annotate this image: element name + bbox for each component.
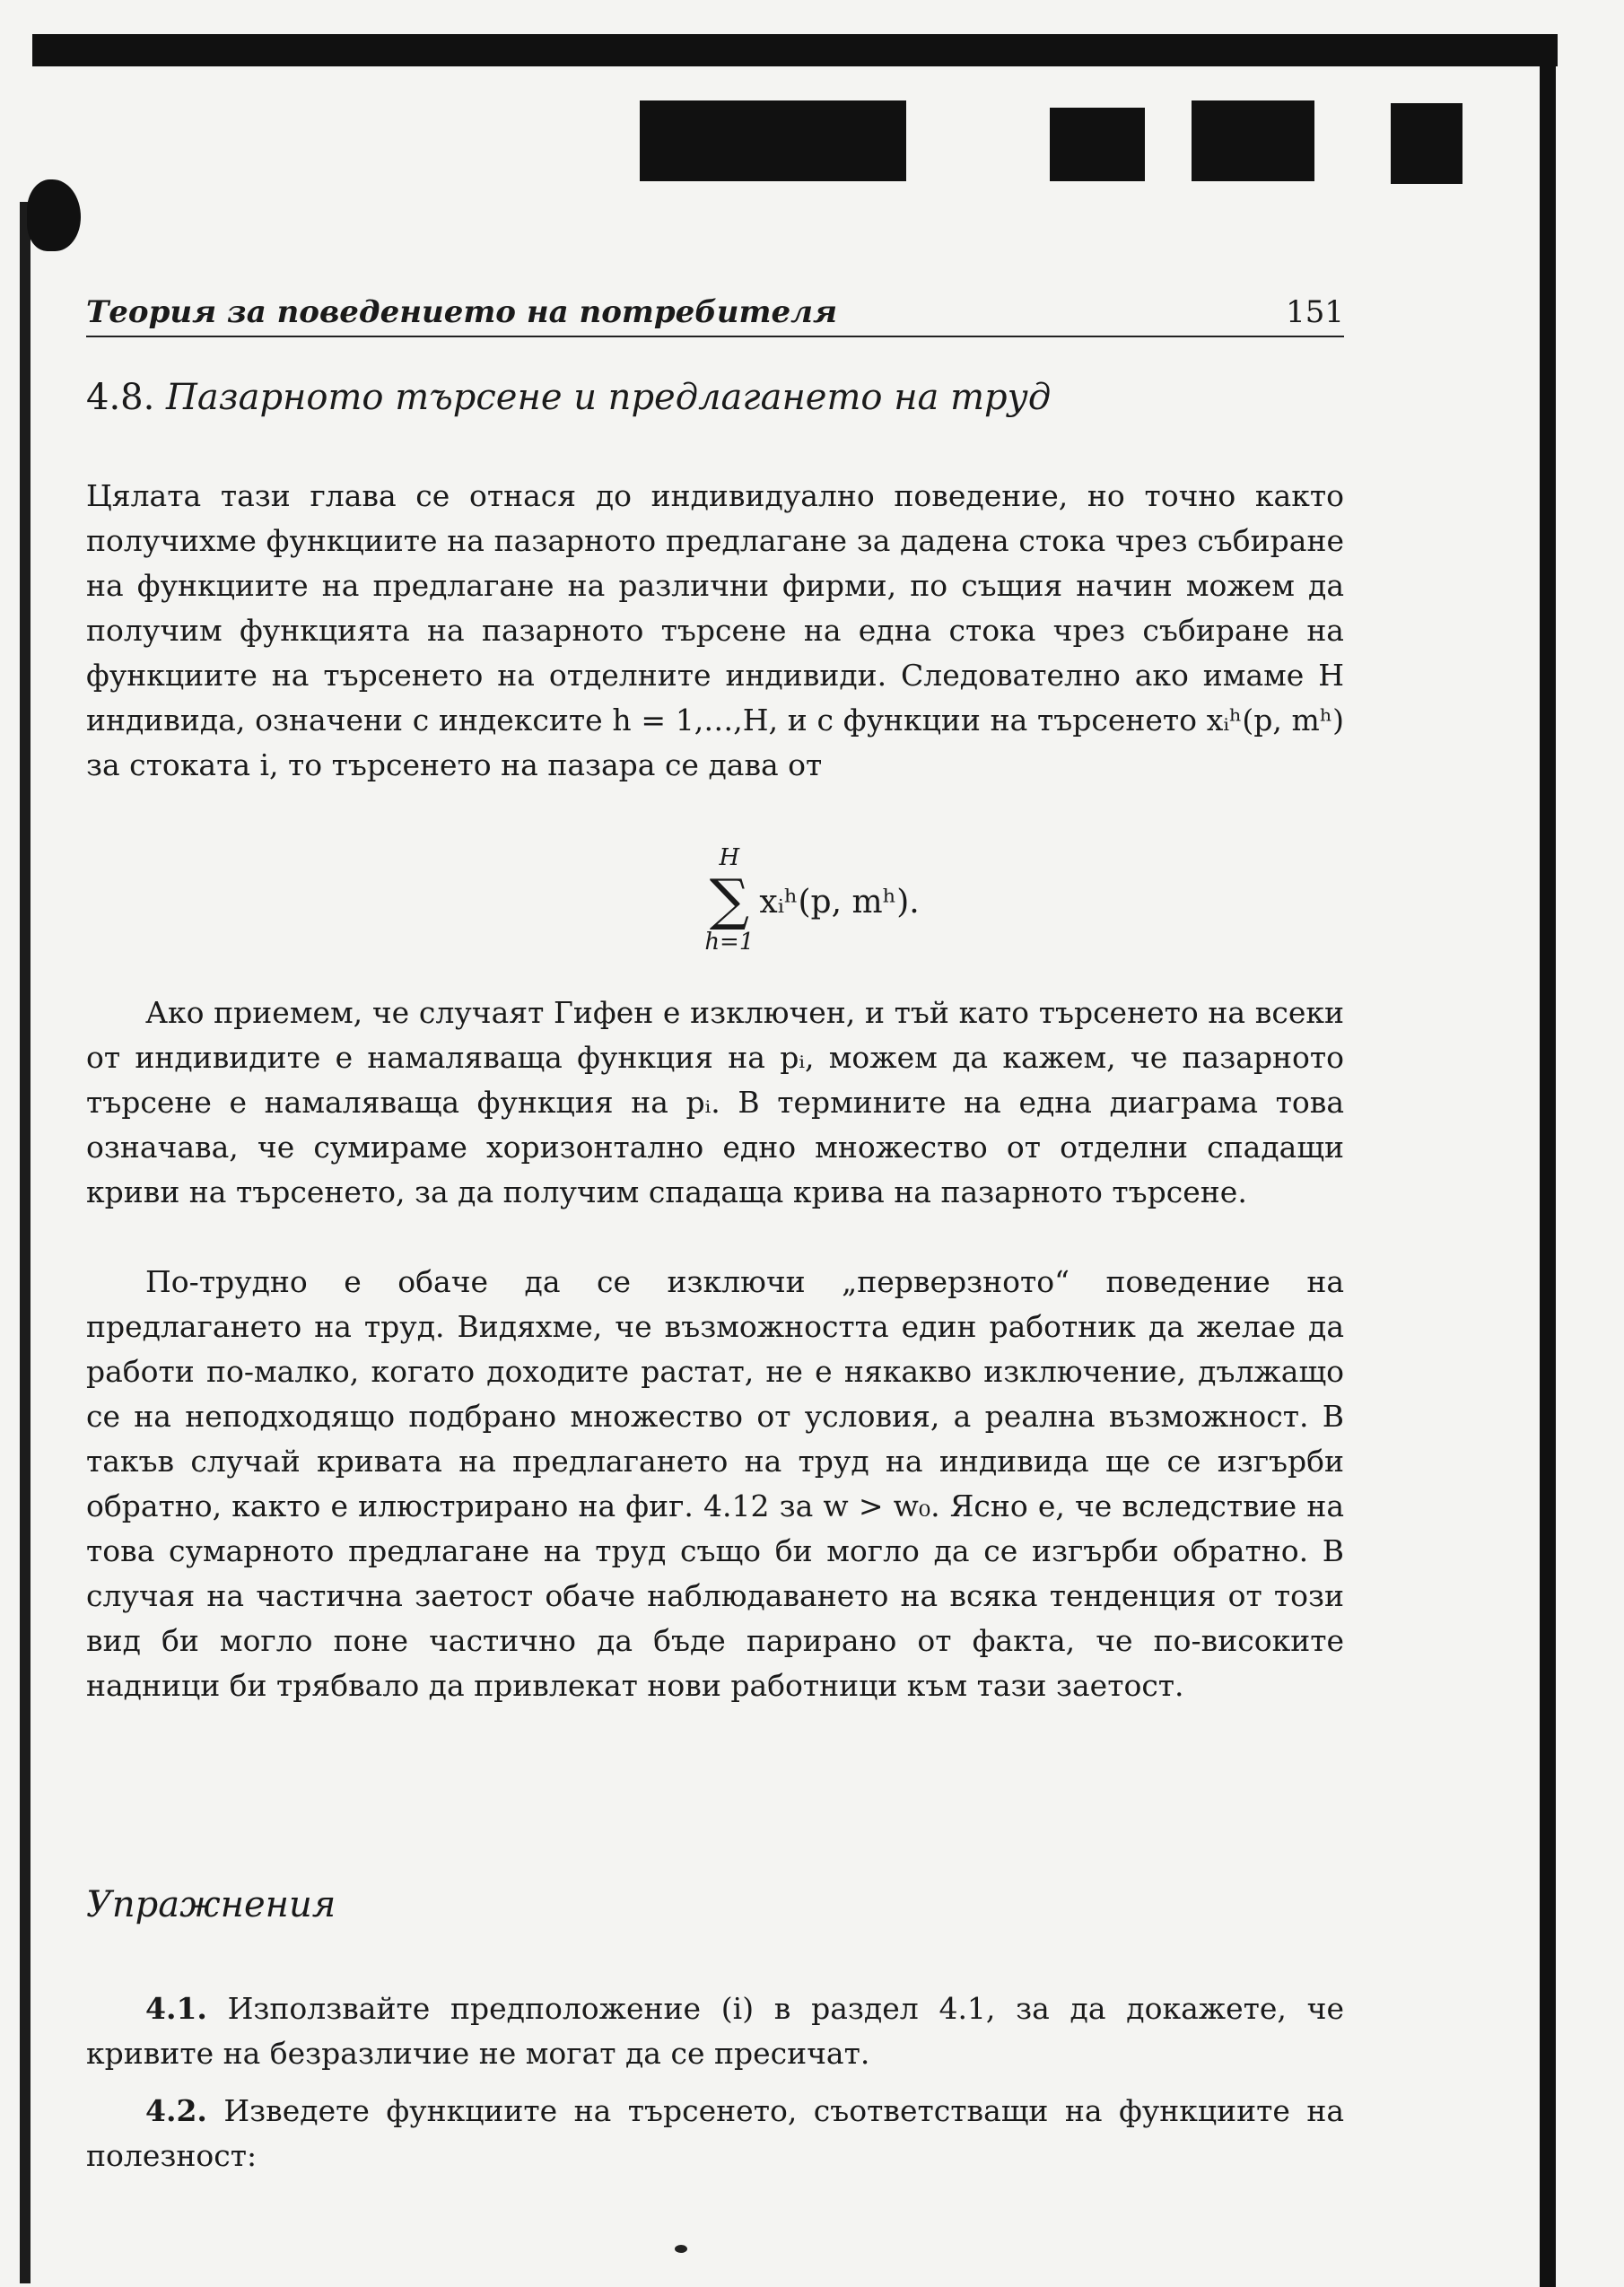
page-number: 151 [1286,294,1344,330]
scan-border-right [1540,34,1556,2287]
exercises-heading: Упражнения [86,1884,336,1925]
exercise-number: 4.1. [145,1991,207,2026]
exercise-item [86,1986,1344,2076]
paragraph: Цялата тази глава се отнася до индивидуално поведение, но точно както получихме функциите на пазарното предлагане за дадена стока чрез събиране на функциите на предлагане на различни фирми, по същия начин можем да получим функцията на пазарното търсене на една стока чрез събиране на функциите на търсенето на отделните индивиди. Следователно ако имаме H индивида, означени с индексите h = 1,…,H, и с функции на търсенето xᵢʰ(p, mʰ) за стоката i, то търсенето на пазара се дава от [86,478,1344,782]
section-number: 4.8. [86,377,155,418]
exercise-number: 4.2. [145,2093,207,2128]
summation-upper-limit: H [719,844,740,871]
exercise-text: Изведете функциите на търсенето, съответстващи на функциите на полезност: [86,2093,1344,2173]
redaction-block [1050,108,1145,181]
scan-blob [27,179,81,251]
summation-lower-limit: h=1 [704,929,755,956]
scan-speck [675,2245,687,2253]
summation-operator [704,843,754,956]
exercise-item [86,2089,1344,2178]
section-title: Пазарното търсене и предлагането на труд [166,377,1052,418]
paragraph: По-трудно е обаче да се изключи „перверзното“ поведение на предлагането на труд. Видяхме, че възможността един работник да желае да работи по-малко, когато доходите растат, не е някакво изключение, дължащо се на неподходящо подбрано множество от условия, а реална възможност. В такъв случай кривата на предлагането на труд на индивида ще се изгърби обратно, както е илюстрирано на фиг. 4.12 за w > w₀. Ясно е, че вследствие на това сумарното предлагане на труд също би могло да се изгърби обратно. В случая на частична заетост обаче наблюдаването на всяка тенденция от този вид би могло поне частично да бъде парирано от факта, че по-високите надници би трябвало да привлекат нови работници към тази заетост. [86,1264,1344,1703]
running-header [86,289,1344,337]
summation-expression: xᵢʰ(p, mʰ). [759,883,920,921]
redaction-block [640,100,906,181]
running-header-title: Теория за поведението на потребителя [86,294,838,330]
redaction-block [1192,100,1314,181]
exercise-text: Използвайте предположение (i) в раздел 4.1, за да докажете, че кривите на безразличие не могат да се пресичат. [86,1991,1344,2071]
redaction-block [1391,103,1462,184]
paragraph: Ако приемем, че случаят Гифен е изключен, и тъй като търсенето на всеки от индивидите е намаляваща функция на pᵢ, можем да кажем, че пазарното търсене е намаляваща функция на pᵢ. В термините на една диаграма това означава, че сумираме хоризонтално едно множество от отделни спадащи криви на търсенето, за да получим спадаща крива на пазарното търсене. [86,995,1344,1209]
scan-border-left [20,202,31,2283]
summation-sign: ∑ [709,867,749,932]
summation-formula [0,843,1624,956]
section-heading [86,377,1051,418]
scan-border-top [32,34,1558,66]
